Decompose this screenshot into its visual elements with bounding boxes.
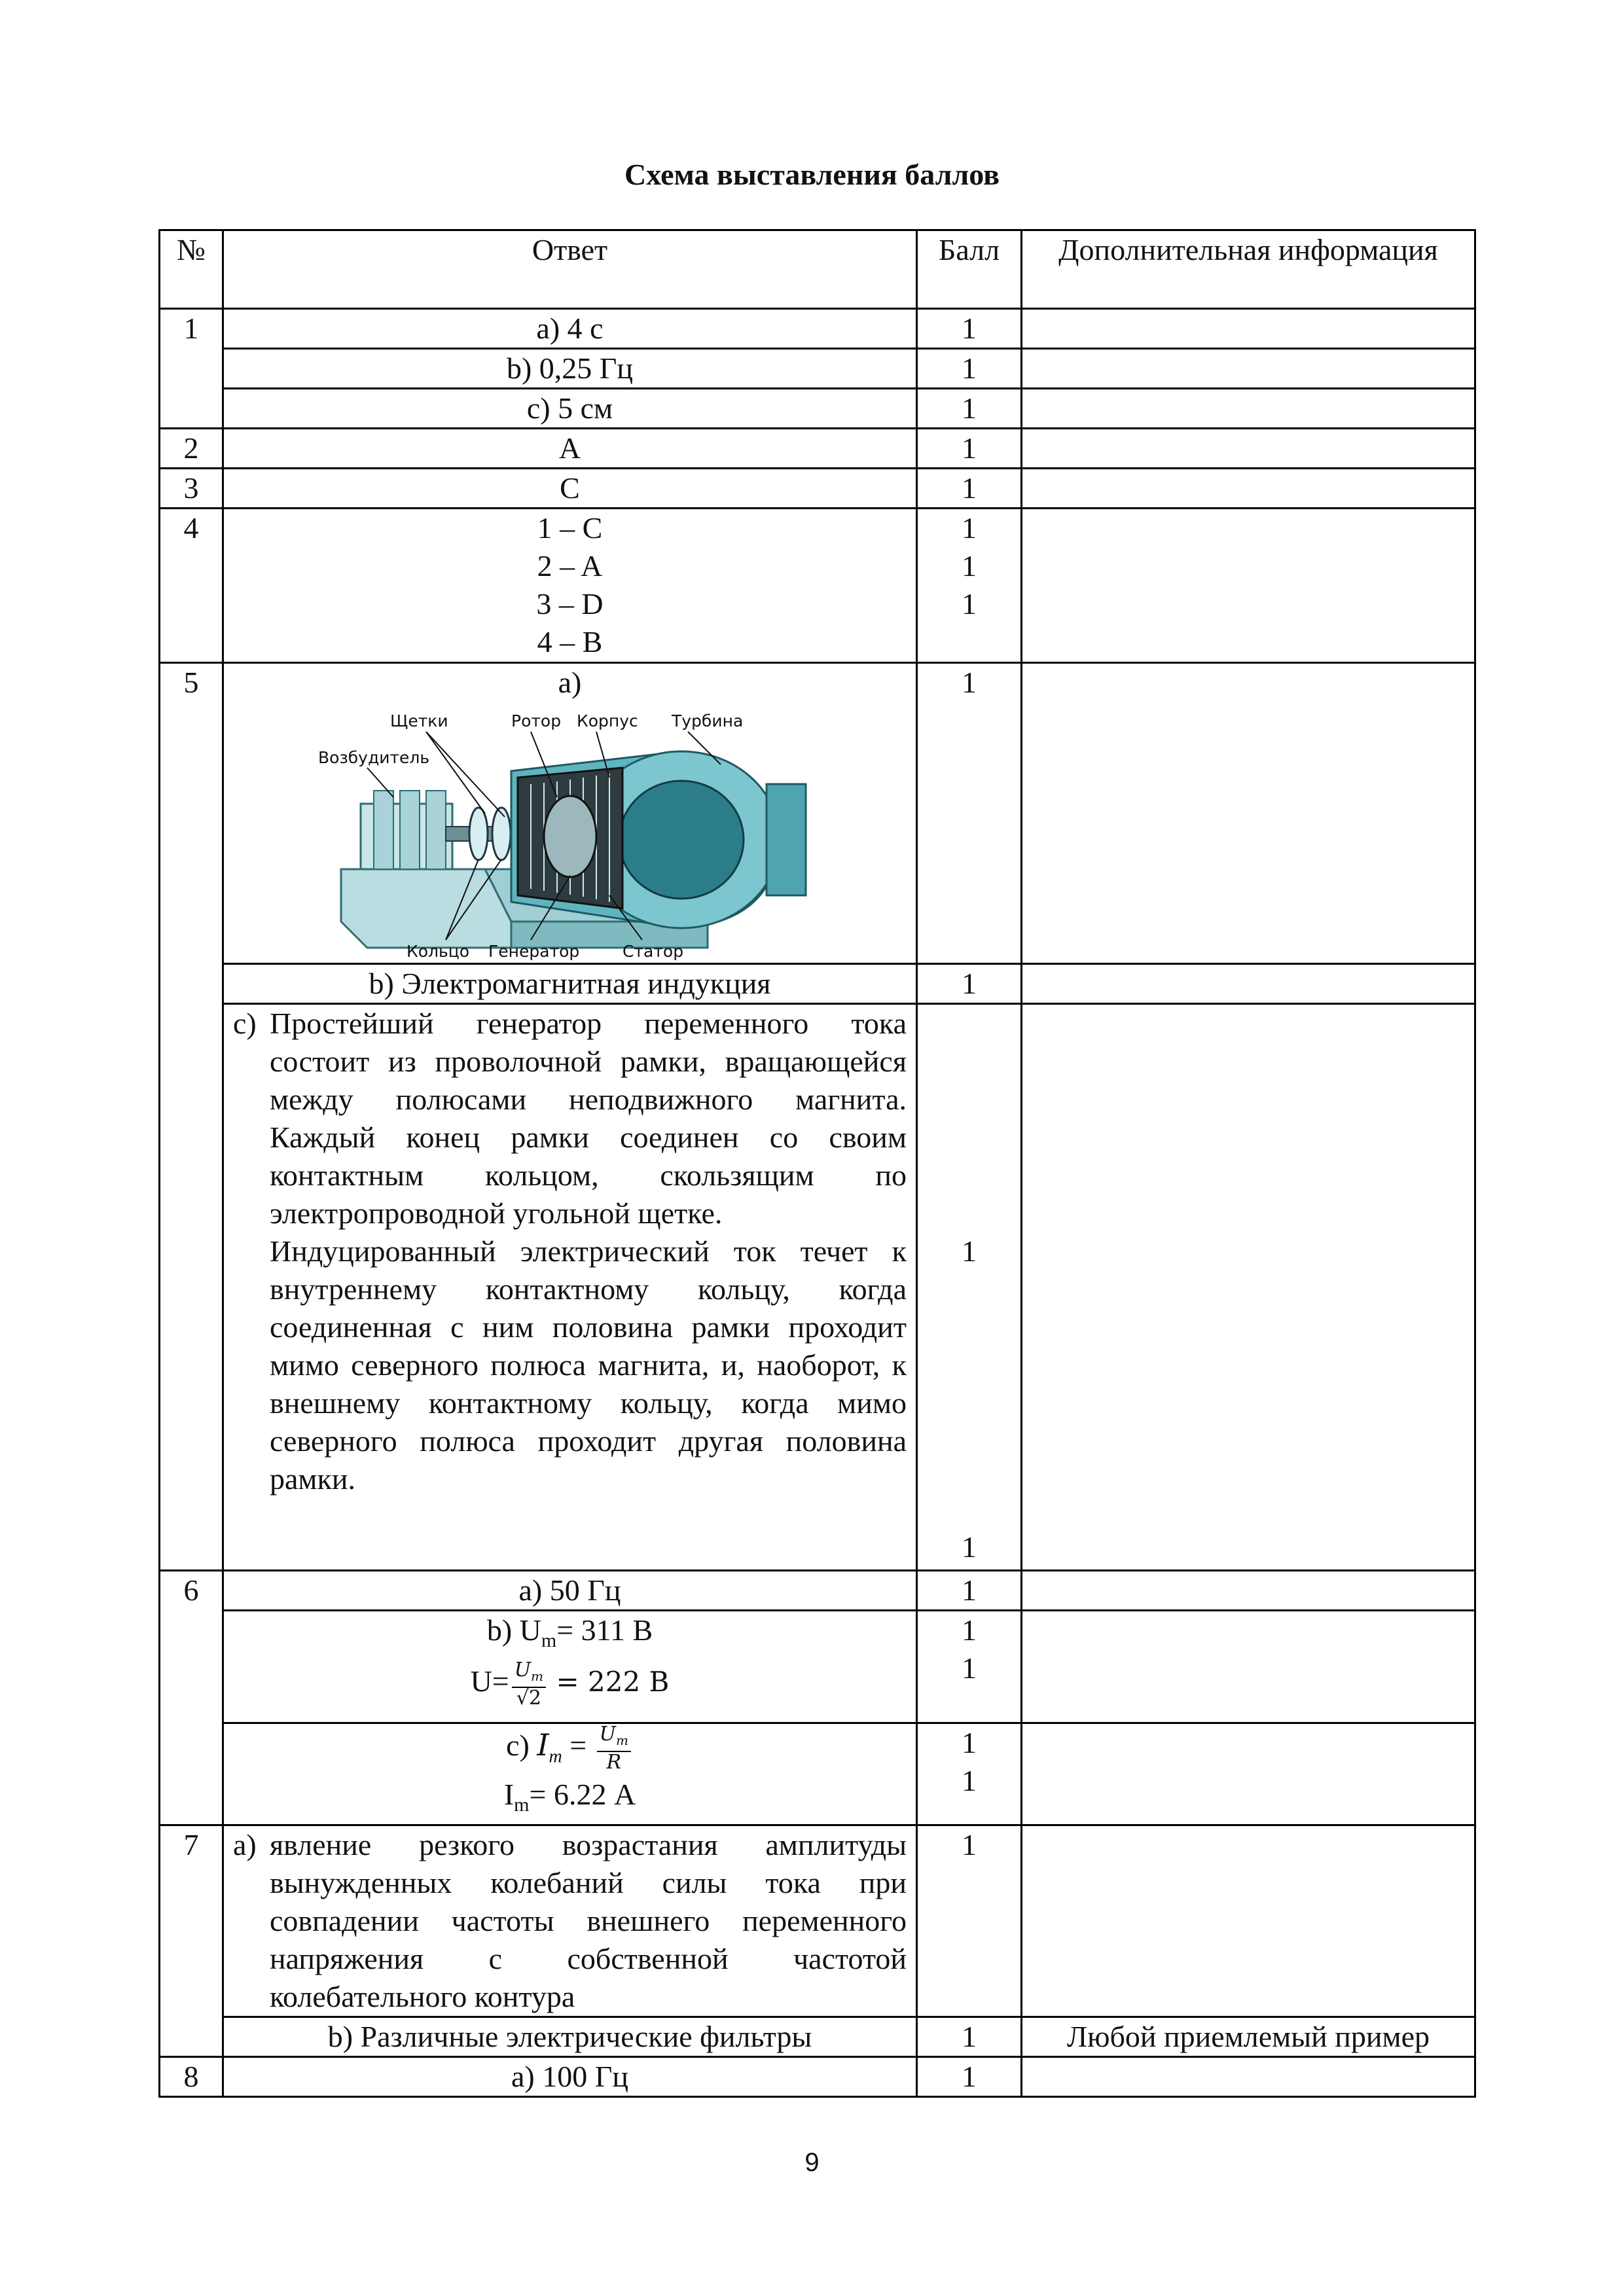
- answer-cell: а) 50 Гц: [223, 1571, 917, 1611]
- score-cell: 1: [917, 1825, 1022, 2017]
- answer-cell: c) 5 см: [223, 389, 917, 429]
- question-number: 4: [160, 509, 223, 663]
- answer-cell: [223, 1004, 917, 1571]
- score-cell: 1: [917, 1571, 1022, 1611]
- score-value: 1: [962, 587, 977, 620]
- answer-cell: A: [223, 429, 917, 469]
- table-row: [160, 1723, 1475, 1825]
- answer-cell: [223, 509, 917, 663]
- table-row: [160, 469, 1475, 509]
- score-cell: 1: [917, 389, 1022, 429]
- score-value: 1: [962, 1651, 977, 1685]
- question-number: 8: [160, 2057, 223, 2097]
- match-line: 2 – A: [537, 549, 603, 583]
- table-row: [160, 1611, 1475, 1723]
- question-number: 3: [160, 469, 223, 509]
- info-cell: [1022, 429, 1475, 469]
- question-number: 7: [160, 1825, 223, 2057]
- info-cell: [1022, 1571, 1475, 1611]
- score-value: 1: [962, 1613, 977, 1647]
- answer-cell: [223, 1825, 917, 2017]
- question-number: 5: [160, 663, 223, 1571]
- score-cell: [917, 1723, 1022, 1825]
- info-cell: Любой приемлемый пример: [1022, 2017, 1475, 2057]
- answer-label: а): [558, 666, 582, 699]
- score-cell: [917, 509, 1022, 663]
- header-answer: Ответ: [223, 230, 917, 309]
- score-cell: [917, 1004, 1022, 1571]
- header-score: Балл: [917, 230, 1022, 309]
- score-value: 1: [962, 1530, 977, 1564]
- score-value: 1: [962, 1764, 977, 1797]
- table-row: [160, 309, 1475, 349]
- table-row: [160, 389, 1475, 429]
- header-num: №: [160, 230, 223, 309]
- formula-line: c) $I_m$ = $\frac{U_m}{R}$: [233, 1724, 907, 1776]
- table-row: [160, 429, 1475, 469]
- answer-cell: [223, 663, 917, 964]
- label-stator: Статор: [622, 942, 683, 961]
- table-row: [160, 1571, 1475, 1611]
- answer-cell: b) 0,25 Гц: [223, 349, 917, 389]
- formula-line: b) $U_m= 311$ В: [486, 1613, 653, 1652]
- info-cell: [1022, 663, 1475, 964]
- score-cell: 1: [917, 2057, 1022, 2097]
- scoring-table: [158, 229, 1476, 2098]
- label-ring: Кольцо: [406, 942, 469, 961]
- score-cell: 1: [917, 663, 1022, 964]
- question-number: 2: [160, 429, 223, 469]
- answer-cell: а) 100 Гц: [223, 2057, 917, 2097]
- answer-text: Простейший генератор переменного тока состоит из проволочной рамки, вращающейся между полюсами неподвижного магнита. Каждый конец рамки соединен со своим контактным кольцом, скользящим по электропроводной угольной щетке.: [270, 1007, 907, 1230]
- question-number: 1: [160, 309, 223, 429]
- label-brushes: Щетки: [389, 711, 448, 730]
- score-cell: 1: [917, 469, 1022, 509]
- match-line: 1 – C: [537, 511, 603, 545]
- score-cell: 1: [917, 429, 1022, 469]
- info-cell: [1022, 389, 1475, 429]
- info-cell: [1022, 349, 1475, 389]
- score-cell: [917, 1611, 1022, 1723]
- info-cell: [1022, 964, 1475, 1004]
- answer-paragraph: [233, 1005, 907, 1498]
- label-turbine: Турбина: [671, 711, 743, 730]
- label-exciter: Возбудитель: [317, 748, 429, 767]
- info-cell: [1022, 509, 1475, 663]
- table-row: [160, 349, 1475, 389]
- question-number: 6: [160, 1571, 223, 1825]
- answer-label: а): [233, 1828, 257, 1862]
- answer-cell: [223, 1611, 917, 1723]
- table-row: [160, 663, 1475, 964]
- table-row: [160, 2017, 1475, 2057]
- header-row: [160, 230, 1475, 309]
- score-cell: 1: [917, 2017, 1022, 2057]
- info-cell: [1022, 1611, 1475, 1723]
- score-value: 1: [962, 1726, 977, 1759]
- answer-cell: b) Различные электрические фильтры: [223, 2017, 917, 2057]
- table-row: [160, 1825, 1475, 2017]
- info-cell: [1022, 469, 1475, 509]
- label-generator: Генератор: [488, 942, 579, 961]
- table-row: [160, 964, 1475, 1004]
- answer-text: явление резкого возрастания амплитуды вынужденных колебаний силы тока при совпадении частоты внешнего переменного напряжения с собственной частотой колебательного контура: [270, 1828, 907, 2014]
- info-cell: [1022, 1825, 1475, 2017]
- info-cell: [1022, 1004, 1475, 1571]
- info-cell: [1022, 1723, 1475, 1825]
- table-row: [160, 1004, 1475, 1571]
- score-value: 1: [962, 511, 977, 545]
- match-line: 4 – B: [537, 625, 603, 658]
- score-value: 1: [962, 549, 977, 583]
- answer-cell: b) Электромагнитная индукция: [223, 964, 917, 1004]
- answer-text: Индуцированный электрический ток течет к внутреннему контактному кольцу, когда соединенная с ним половина рамки проходит мимо северного полюса магнита, и, наоборот, к внешнему контактному кольцу, когда мимо северного полюса проходит другая половина рамки.: [270, 1234, 907, 1496]
- answer-cell: C: [223, 469, 917, 509]
- formula-line: U= $\frac{U_m}{√2}$ = 222 В: [470, 1659, 670, 1710]
- formula-line: $I_m= 6.22$ А: [503, 1778, 636, 1816]
- score-value: 1: [962, 1234, 977, 1268]
- score-cell: 1: [917, 349, 1022, 389]
- label-case: Корпус: [576, 711, 638, 730]
- score-cell: 1: [917, 309, 1022, 349]
- answer-paragraph: [233, 1826, 907, 2016]
- answer-cell: [223, 1723, 917, 1825]
- label-rotor: Ротор: [511, 711, 561, 730]
- answer-cell: а) 4 с: [223, 309, 917, 349]
- match-line: 3 – D: [536, 587, 604, 620]
- page-number: 9: [804, 2148, 820, 2177]
- answer-label: c): [233, 1007, 257, 1040]
- generator-diagram: [315, 706, 825, 961]
- table-row: [160, 2057, 1475, 2097]
- table-row: [160, 509, 1475, 663]
- page-title: Схема выставления баллов: [624, 158, 1000, 191]
- info-cell: [1022, 309, 1475, 349]
- score-cell: 1: [917, 964, 1022, 1004]
- info-cell: [1022, 2057, 1475, 2097]
- header-info: Дополнительная информация: [1022, 230, 1475, 309]
